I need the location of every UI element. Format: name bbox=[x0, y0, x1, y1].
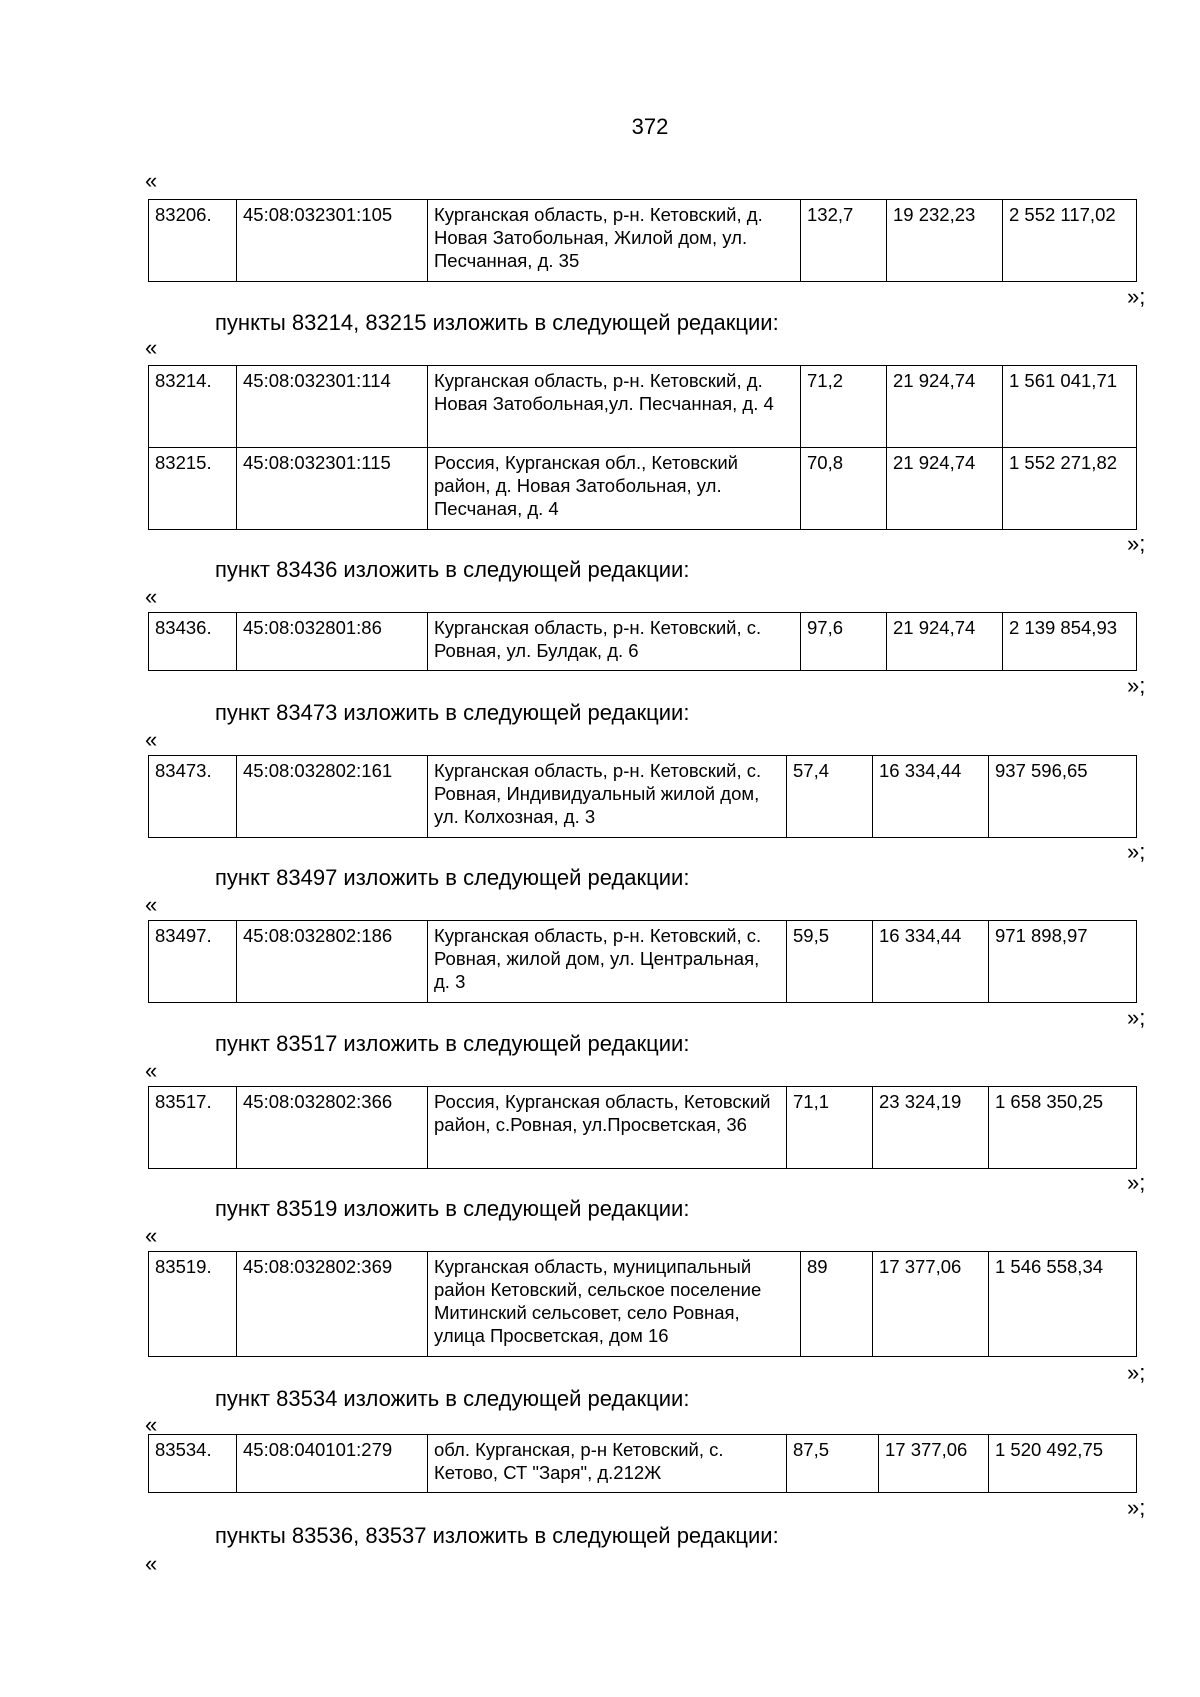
table-row bbox=[149, 1435, 1137, 1493]
open-quote: « bbox=[145, 335, 158, 360]
cadastral-value: 1 520 492,75 bbox=[989, 1435, 1137, 1493]
record-table bbox=[148, 1086, 1137, 1169]
table-row bbox=[149, 921, 1137, 1003]
record-table bbox=[148, 1434, 1137, 1493]
rate: 23 324,19 bbox=[873, 1087, 989, 1169]
cadastral-value: 971 898,97 bbox=[989, 921, 1137, 1003]
open-quote: « bbox=[145, 584, 158, 609]
record-table bbox=[148, 199, 1137, 282]
cadastral-number: 45:08:032301:114 bbox=[237, 366, 428, 448]
cadastral-value: 937 596,65 bbox=[989, 756, 1137, 838]
record-table bbox=[148, 920, 1137, 1003]
rate: 21 924,74 bbox=[887, 448, 1003, 530]
close-quote: »; bbox=[1127, 1495, 1146, 1520]
close-quote: »; bbox=[1127, 1005, 1146, 1030]
address: Курганская область, р-н. Кетовский, д. Новая Затобольная,ул. Песчанная, д. 4 bbox=[428, 366, 801, 448]
table-row bbox=[149, 756, 1137, 838]
table-row bbox=[149, 200, 1137, 282]
record-table bbox=[148, 1251, 1137, 1357]
area: 71,2 bbox=[801, 366, 887, 448]
item-number: 83473. bbox=[149, 756, 237, 838]
rate: 16 334,44 bbox=[873, 756, 989, 838]
rate: 17 377,06 bbox=[879, 1435, 989, 1493]
address: Россия, Курганская область, Кетовский район, с.Ровная, ул.Просветская, 36 bbox=[428, 1087, 787, 1169]
close-quote: »; bbox=[1127, 839, 1146, 864]
address: Россия, Курганская обл., Кетовский район, д. Новая Затобольная, ул. Песчаная, д. 4 bbox=[428, 448, 801, 530]
open-quote: « bbox=[145, 1223, 158, 1248]
open-quote: « bbox=[145, 1551, 158, 1576]
rate: 21 924,74 bbox=[887, 366, 1003, 448]
cadastral-number: 45:08:032802:366 bbox=[237, 1087, 428, 1169]
record-table bbox=[148, 365, 1137, 530]
area: 132,7 bbox=[801, 200, 887, 282]
close-quote: »; bbox=[1127, 1170, 1146, 1195]
instruction-text: пункт 83497 изложить в следующей редакции: bbox=[215, 865, 690, 890]
address: обл. Курганская, р-н Кетовский, с. Кетово, СТ "Заря", д.212Ж bbox=[428, 1435, 787, 1493]
cadastral-value: 1 561 041,71 bbox=[1003, 366, 1137, 448]
area: 59,5 bbox=[787, 921, 873, 1003]
item-number: 83534. bbox=[149, 1435, 237, 1493]
item-number: 83517. bbox=[149, 1087, 237, 1169]
open-quote: « bbox=[145, 892, 158, 917]
address: Курганская область, муниципальный район Кетовский, сельское поселение Митинский сельсовет, село Ровная, улица Просветская, дом 16 bbox=[428, 1252, 801, 1357]
item-number: 83436. bbox=[149, 613, 237, 671]
area: 71,1 bbox=[787, 1087, 873, 1169]
close-quote: »; bbox=[1127, 673, 1146, 698]
item-number: 83215. bbox=[149, 448, 237, 530]
record-table bbox=[148, 612, 1137, 671]
cadastral-number: 45:08:032801:86 bbox=[237, 613, 428, 671]
instruction-text: пункт 83519 изложить в следующей редакции: bbox=[215, 1196, 690, 1221]
cadastral-number: 45:08:032802:186 bbox=[237, 921, 428, 1003]
table-row bbox=[149, 1087, 1137, 1169]
area: 70,8 bbox=[801, 448, 887, 530]
table-row bbox=[149, 613, 1137, 671]
item-number: 83519. bbox=[149, 1252, 237, 1357]
area: 89 bbox=[801, 1252, 873, 1357]
instruction-text: пункт 83473 изложить в следующей редакции: bbox=[215, 700, 690, 725]
open-quote: « bbox=[145, 727, 158, 752]
open-quote: « bbox=[145, 1058, 158, 1083]
table-row bbox=[149, 366, 1137, 448]
table-row bbox=[149, 1252, 1137, 1357]
instruction-text: пункты 83536, 83537 изложить в следующей редакции: bbox=[215, 1523, 779, 1548]
instruction-text: пункты 83214, 83215 изложить в следующей редакции: bbox=[215, 310, 779, 335]
cadastral-value: 2 552 117,02 bbox=[1003, 200, 1137, 282]
close-quote: »; bbox=[1127, 284, 1146, 309]
cadastral-value: 1 546 558,34 bbox=[989, 1252, 1137, 1357]
cadastral-number: 45:08:032301:115 bbox=[237, 448, 428, 530]
address: Курганская область, р-н. Кетовский, с. Ровная, жилой дом, ул. Центральная, д. 3 bbox=[428, 921, 787, 1003]
address: Курганская область, р-н. Кетовский, с. Ровная, Индивидуальный жилой дом, ул. Колхозная, д. 3 bbox=[428, 756, 787, 838]
area: 97,6 bbox=[801, 613, 887, 671]
close-quote: »; bbox=[1127, 531, 1146, 556]
cadastral-number: 45:08:032802:369 bbox=[237, 1252, 428, 1357]
cadastral-value: 2 139 854,93 bbox=[1003, 613, 1137, 671]
area: 87,5 bbox=[787, 1435, 879, 1493]
cadastral-value: 1 552 271,82 bbox=[1003, 448, 1137, 530]
item-number: 83214. bbox=[149, 366, 237, 448]
page-number: 372 bbox=[631, 114, 669, 139]
instruction-text: пункт 83436 изложить в следующей редакции: bbox=[215, 557, 690, 582]
area: 57,4 bbox=[787, 756, 873, 838]
table-row bbox=[149, 448, 1137, 530]
open-quote: « bbox=[145, 1412, 158, 1437]
instruction-text: пункт 83534 изложить в следующей редакции: bbox=[215, 1386, 690, 1411]
address: Курганская область, р-н. Кетовский, с. Ровная, ул. Булдак, д. 6 bbox=[428, 613, 801, 671]
cadastral-number: 45:08:032301:105 bbox=[237, 200, 428, 282]
cadastral-value: 1 658 350,25 bbox=[989, 1087, 1137, 1169]
rate: 17 377,06 bbox=[873, 1252, 989, 1357]
open-quote: « bbox=[145, 168, 158, 193]
close-quote: »; bbox=[1127, 1360, 1146, 1385]
instruction-text: пункт 83517 изложить в следующей редакции: bbox=[215, 1031, 690, 1056]
cadastral-number: 45:08:032802:161 bbox=[237, 756, 428, 838]
item-number: 83497. bbox=[149, 921, 237, 1003]
address: Курганская область, р-н. Кетовский, д. Новая Затобольная, Жилой дом, ул. Песчанная, д. 35 bbox=[428, 200, 801, 282]
cadastral-number: 45:08:040101:279 bbox=[237, 1435, 428, 1493]
record-table bbox=[148, 755, 1137, 838]
rate: 19 232,23 bbox=[887, 200, 1003, 282]
rate: 16 334,44 bbox=[873, 921, 989, 1003]
item-number: 83206. bbox=[149, 200, 237, 282]
rate: 21 924,74 bbox=[887, 613, 1003, 671]
